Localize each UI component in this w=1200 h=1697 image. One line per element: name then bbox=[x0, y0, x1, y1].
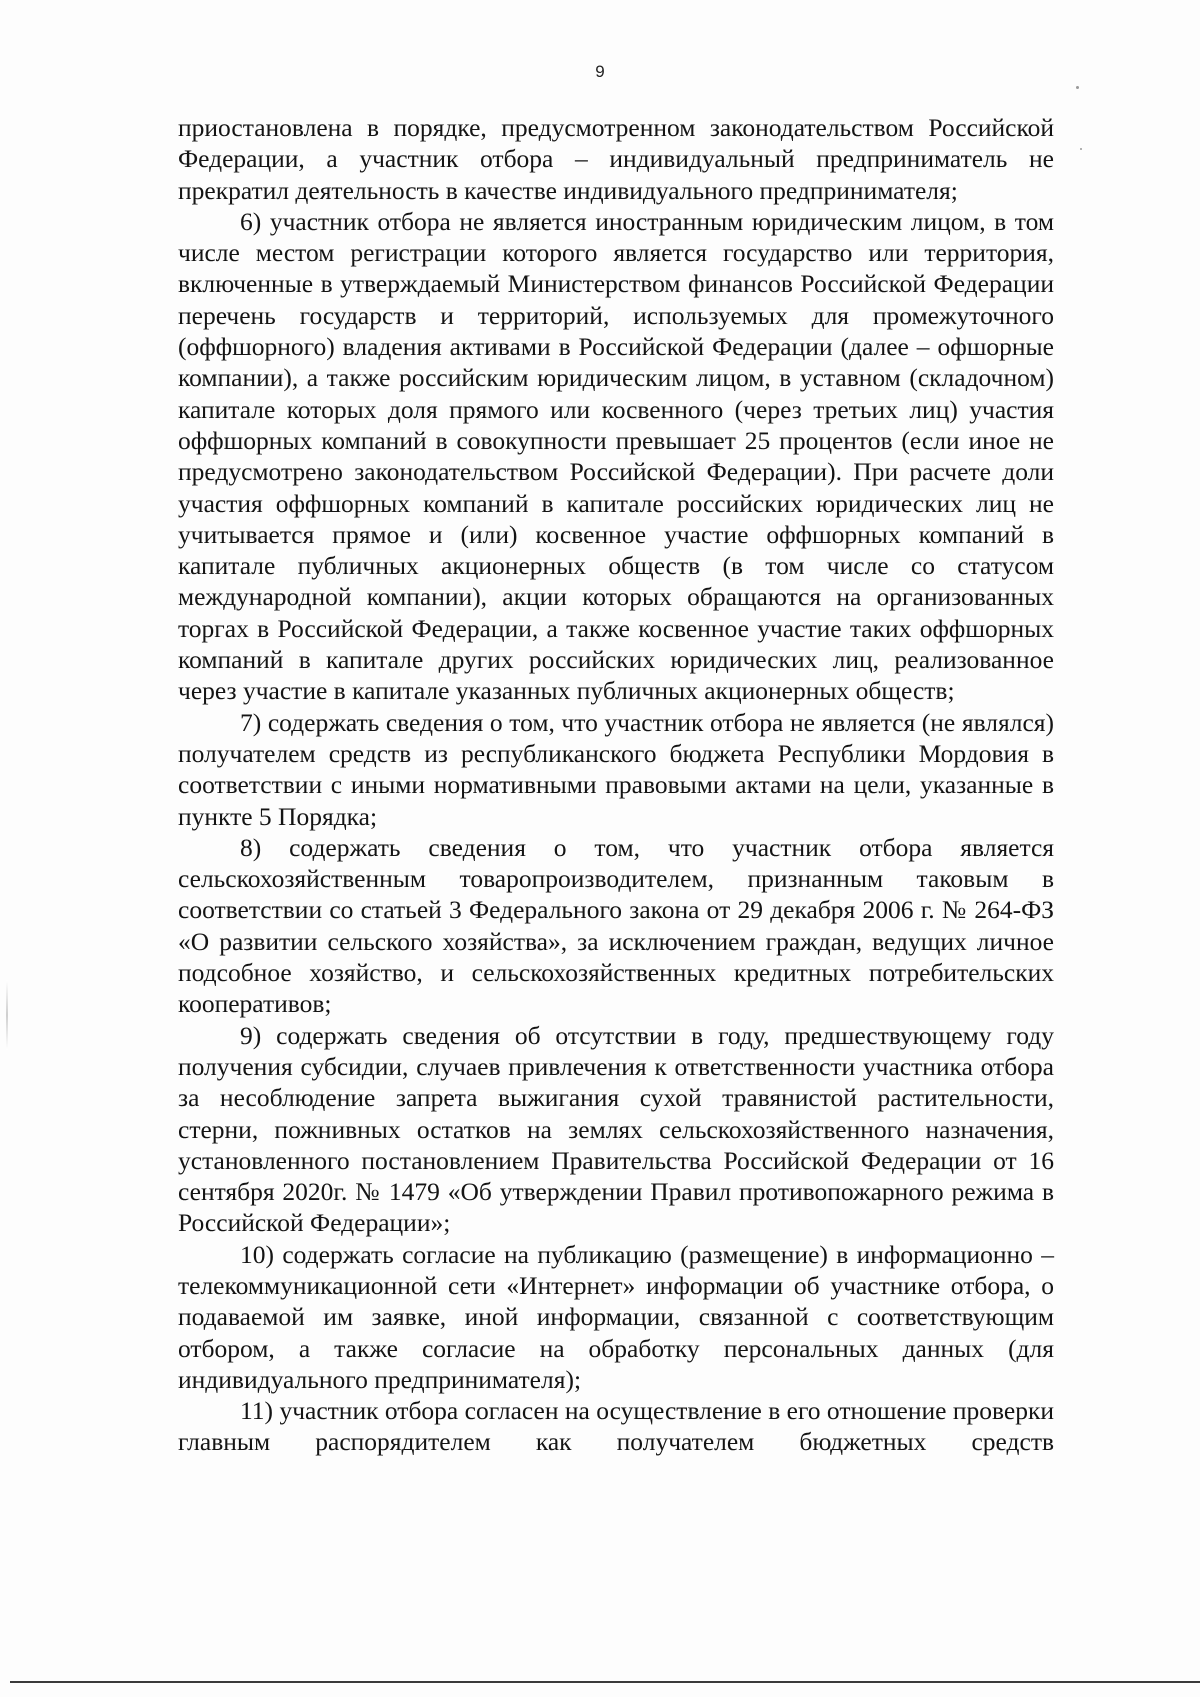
scan-speck bbox=[1076, 86, 1079, 89]
paragraph-continuation: приостановлена в порядке, предусмотренном законодательством Российской Федерации, а участник отбора – индивидуальный предприниматель не прекратил деятельность в качестве индивидуального предпринимателя; bbox=[178, 113, 1054, 205]
paragraph-item-7: 7) содержать сведения о том, что участник отбора не является (не являлся) получателем средств из республиканского бюджета Республики Мордовия в соответствии с иными нормативными правовыми актами на цели, указанные в пункте 5 Порядка; bbox=[178, 707, 1054, 831]
paragraph-item-9: 9) содержать сведения об отсутствии в году, предшествующему году получения субсидии, случаев привлечения к ответственности участника отбора за несоблюдение запрета выжигания сухой травянистой растительности, стерни, пожнивных остатков на землях сельскохозяйственного назначения, установленного постановлением Правительства Российской Федерации от 16 сентября 2020г. № 1479 «Об утверждении Правил противопожарного режима в Российской Федерации»; bbox=[178, 1020, 1054, 1238]
paragraph-item-8: 8) содержать сведения о том, что участник отбора является сельскохозяйственным товаропроизводителем, признанным таковым в соответствии со статьей 3 Федерального закона от 29 декабря 2006 г. № 264-ФЗ «О развитии сельского хозяйства», за исключением граждан, ведущих личное подсобное хозяйство, и сельскохозяйственных кредитных потребительских кооперативов; bbox=[178, 832, 1054, 1019]
paragraph-item-6: 6) участник отбора не является иностранным юридическим лицом, в том числе местом регистрации которого является государство или территория, включенные в утверждаемый Министерством финансов Российской Федерации перечень государств и территорий, используемых для промежуточного (оффшорного) владения активами в Российской Федерации (далее – офшорные компании), а также российским юридическим лицом, в уставном (складочном) капитале которых доля прямого или косвенного (через третьих лиц) участия оффшорных компаний в совокупности превышает 25 процентов (если иное не предусмотрено законодательством Российской Федерации). При расчете доли участия оффшорных компаний в капитале российских юридических лиц не учитывается прямое и (или) косвенное участие оффшорных компаний в капитале публичных акционерных обществ (в том числе со статусом международной компании), акции которых обращаются на организованных торгах в Российской Федерации, а также косвенное участие таких оффшорных компаний в капитале других российских юридических лиц, реализованное через участие в капитале указанных публичных акционерных обществ; bbox=[178, 206, 1054, 706]
scan-bottom-edge bbox=[10, 1681, 1200, 1683]
paragraph-item-10: 10) содержать согласие на публикацию (размещение) в информационно – телекоммуникационной сети «Интернет» информации об участнике отбора, о подаваемой им заявке, иной информации, связанной с соответствующим отбором, а также согласие на обработку персональных данных (для индивидуального предпринимателя); bbox=[178, 1239, 1054, 1394]
document-body bbox=[178, 112, 1054, 1458]
page-number: 9 bbox=[595, 62, 605, 81]
scan-edge-mark bbox=[6, 980, 8, 1050]
scan-speck bbox=[1080, 148, 1082, 150]
paragraph-item-11: 11) участник отбора согласен на осуществление в его отношение проверки главным распорядителем как получателем бюджетных средств bbox=[178, 1396, 1054, 1457]
